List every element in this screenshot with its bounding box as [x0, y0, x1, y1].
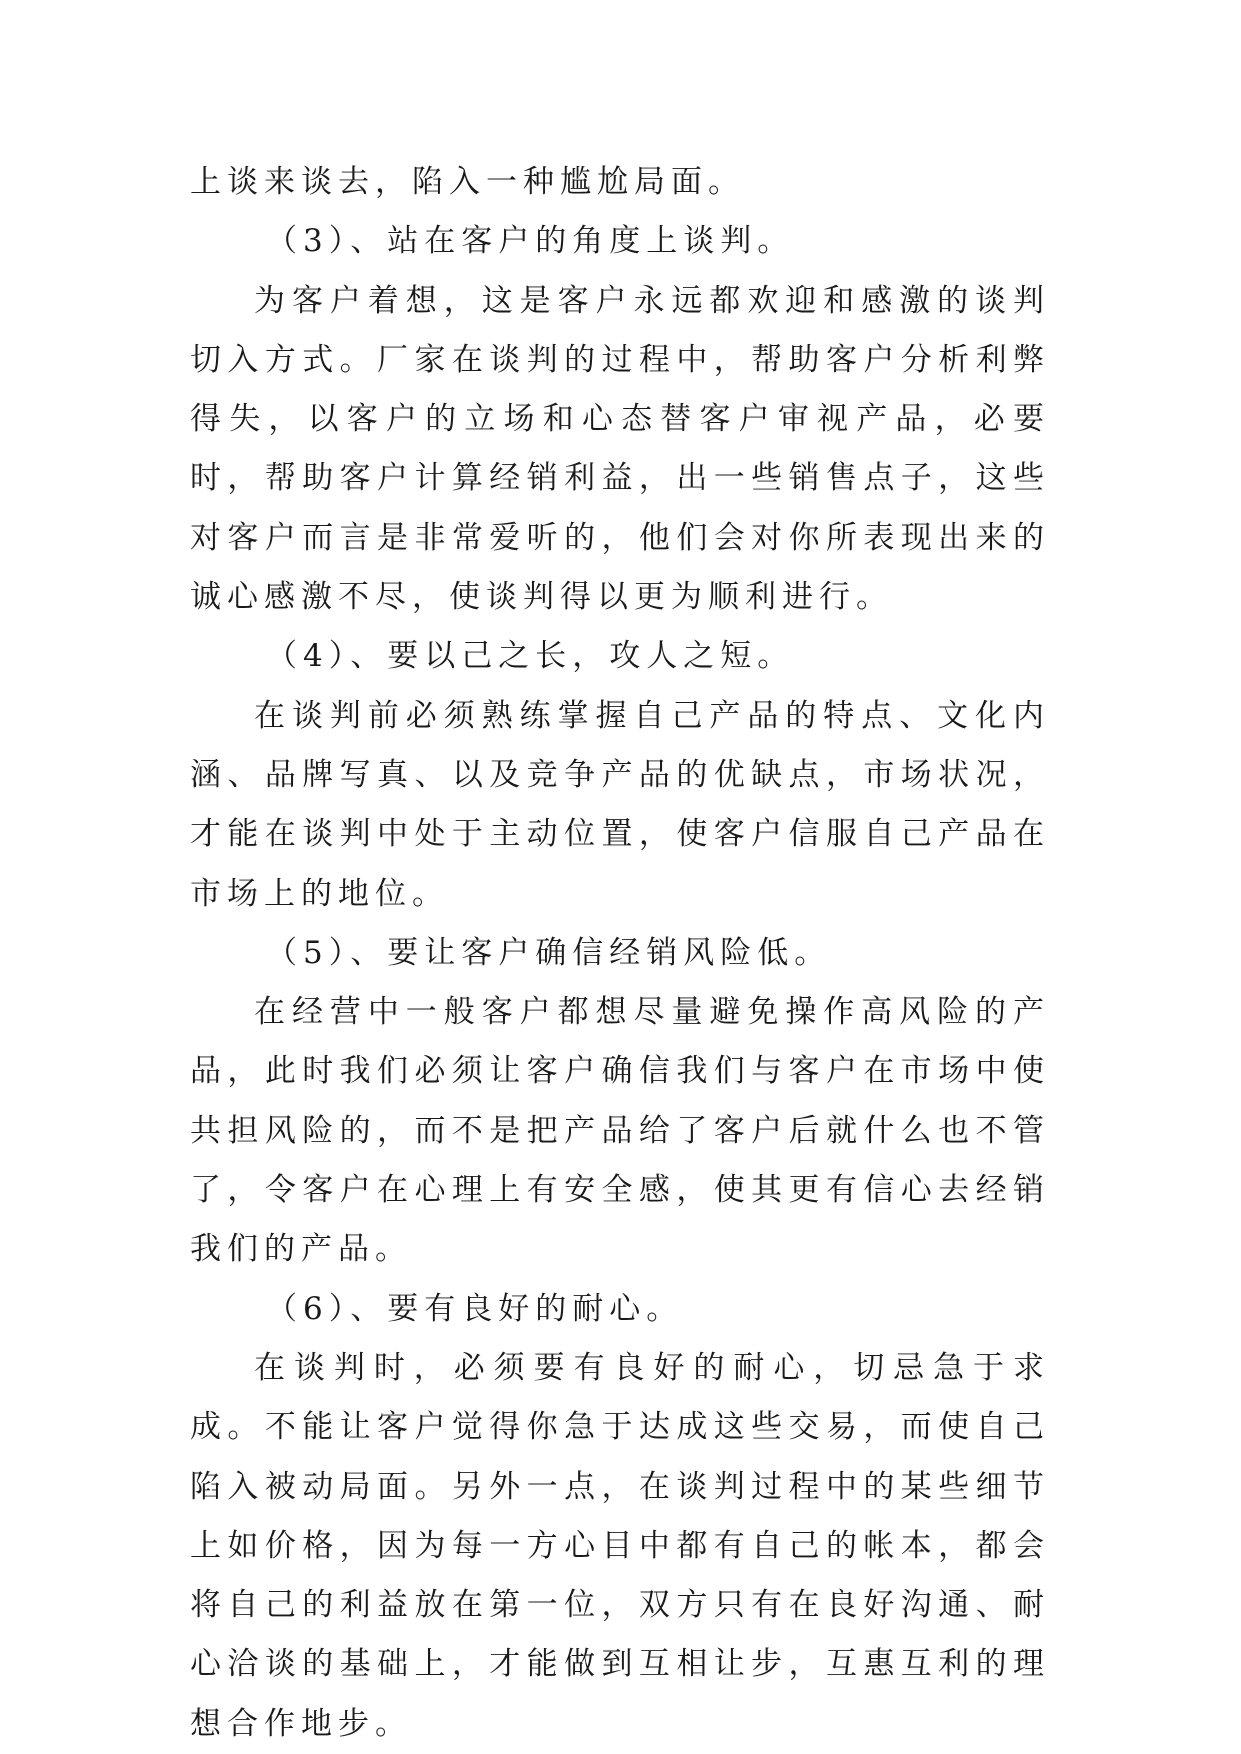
paragraph-patience: 在谈判时，必须要有良好的耐心，切忌急于求成。不能让客户觉得你急于达成这些交易，而使自己陷入被动局面。另外一点，在谈判过程中的某些细节上如价格，因为每一方心目中都有自己的帐本，都会将自己的利益放在第一位，双方只有在良好沟通、耐心洽谈的基础上，才能做到互相让步，互惠互利的理想合作地步。: [190, 1349, 1050, 1742]
paragraph-continuation: 上谈来谈去，陷入一种尴尬局面。: [190, 164, 745, 200]
section-heading-5: （5）、要让客户确信经销风险低。: [266, 934, 832, 971]
document-body: [190, 153, 1050, 1754]
section-heading-4: （4）、要以己之长，攻人之短。: [266, 638, 795, 675]
section-heading-6: （6）、要有良好的耐心。: [266, 1290, 684, 1327]
section-heading-3: （3）、站在客户的角度上谈判。: [266, 223, 795, 260]
paragraph-low-risk: 在经营中一般客户都想尽量避免操作高风险的产品，此时我们必须让客户确信我们与客户在市场中使共担风险的，而不是把产品给了客户后就什么也不管了，令客户在心理上有安全感，使其更有信心去经销我们的产品。: [190, 994, 1050, 1268]
paragraph-customer-perspective: 为客户着想，这是客户永远都欢迎和感激的谈判切入方式。厂家在谈判的过程中，帮助客户分析利弊得失，以客户的立场和心态替客户审视产品，必要时，帮助客户计算经销利益，出一些销售点子，这些对客户而言是非常爱听的，他们会对你所表现出来的诚心感激不尽，使谈判得以更为顺利进行。: [190, 282, 1050, 616]
paragraph-strengths: 在谈判前必须熟练掌握自己产品的特点、文化内涵、品牌写真、以及竞争产品的优缺点，市场状况，才能在谈判中处于主动位置，使客户信服自己产品在市场上的地位。: [190, 697, 1050, 912]
